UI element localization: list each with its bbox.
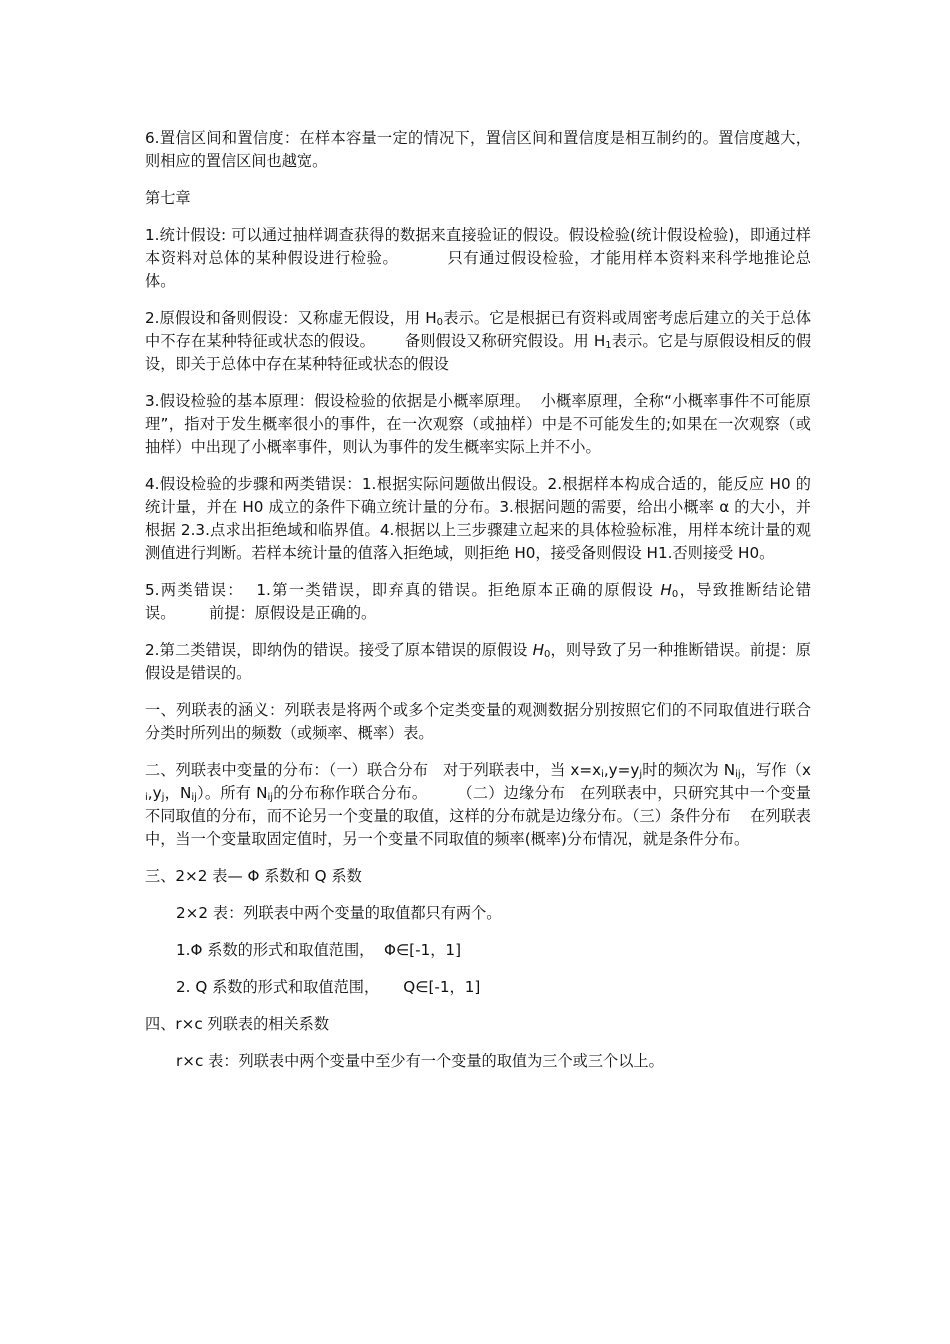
section-heading-2x2-table: 三、2×2 表— Φ 系数和 Q 系数 <box>145 867 362 885</box>
chapter-heading: 第七章 <box>145 189 191 207</box>
paragraph-test-steps: 4.假设检验的步骤和两类错误：1.根据实际问题做出假设。2.根据样本构成合适的，能反应 H0 的统计量，并在 H0 成立的条件下确立统计量的分布。3.根据问题的需要，给出小概率 α 的大小，并根据 2.3.点求出拒绝域和临界值。4.根据以上三步骤建立起来的具体检验标准，用样本统计量的观测值进行判断。若样本统计量的值落入拒绝域，则拒绝 H0，接受备则假设 H1.否则接受 H0。 <box>145 475 811 562</box>
paragraph-rxc-definition: r×c 表：列联表中两个变量中至少有一个变量的取值为三个或三个以上。 <box>176 1052 664 1070</box>
paragraph-statistical-hypothesis: 1.统计假设: 可以通过抽样调查获得的数据来直接验证的假设。假设检验(统计假设检验)，即通过样本资料对总体的某种假设进行检验。 只有通过假设检验，才能用样本资料来科学地推论总体。 <box>145 226 811 290</box>
paragraph-phi-coefficient: 1.Φ 系数的形式和取值范围， Φ∈[-1，1] <box>176 941 462 959</box>
paragraph-contingency-distribution: 二、列联表中变量的分布：（一）联合分布 对于列联表中，当 $x=x_i,y=y_j$时的频次为 $N_{ij}$，写作（$x_i,y_j$，$N_{ij}$）。所有 $N_{ij}$的分布称作联合分布。 （二）边缘分布 在列联表中，只研究其中一个变量不同取值的分布，而不论另一个变量的取值，这样的分布就是边缘分布。（三）条件分布 在列联表中，当一个变量取固定值时，另一个变量不同取值的频率(概率)分布情况，就是条件分布。 <box>145 761 811 848</box>
section-heading-rxc-table: 四、r×c 列联表的相关系数 <box>145 1015 330 1033</box>
paragraph-basic-principle: 3.假设检验的基本原理：假设检验的依据是小概率原理。 小概率原理，全称“小概率事件不可能原理”，指对于发生概率很小的事件，在一次观察（或抽样）中是不可能发生的;如果在一次观察（或抽样）中出现了小概率事件，则认为事件的发生概率实际上并不小。 <box>145 392 811 456</box>
paragraph-null-alternative-hypothesis: 2.原假设和备则假设：又称虚无假设，用 $H_0$表示。它是根据已有资料或周密考虑后建立的关于总体中不存在某种特征或状态的假设。 备则假设又称研究假设。用 $H_1$表示。它是与原假设相反的假设，即关于总体中存在某种特征或状态的假设 <box>145 309 812 373</box>
paragraph-q-coefficient: 2. Q 系数的形式和取值范围， Q∈[-1，1] <box>176 978 481 996</box>
paragraph-type-two-error: 2.第二类错误，即纳伪的错误。接受了原本错误的原假设 $H_0$，则导致了另一种推断错误。前提：原假设是错误的。 <box>145 641 811 682</box>
paragraph-confidence-interval: 6.置信区间和置信度：在样本容量一定的情况下，置信区间和置信度是相互制约的。置信度越大，则相应的置信区间也越宽。 <box>145 129 811 170</box>
document-body <box>145 127 811 1087</box>
paragraph-type-one-error: 5.两类错误： 1.第一类错误，即弃真的错误。拒绝原本正确的原假设 $H_0$，导致推断结论错误。 前提：原假设是正确的。 <box>145 581 812 622</box>
paragraph-contingency-table-meaning: 一、列联表的涵义：列联表是将两个或多个定类变量的观测数据分别按照它们的不同取值进行联合分类时所列出的频数（或频率、概率）表。 <box>145 701 811 742</box>
paragraph-2x2-definition: 2×2 表：列联表中两个变量的取值都只有两个。 <box>176 904 502 922</box>
